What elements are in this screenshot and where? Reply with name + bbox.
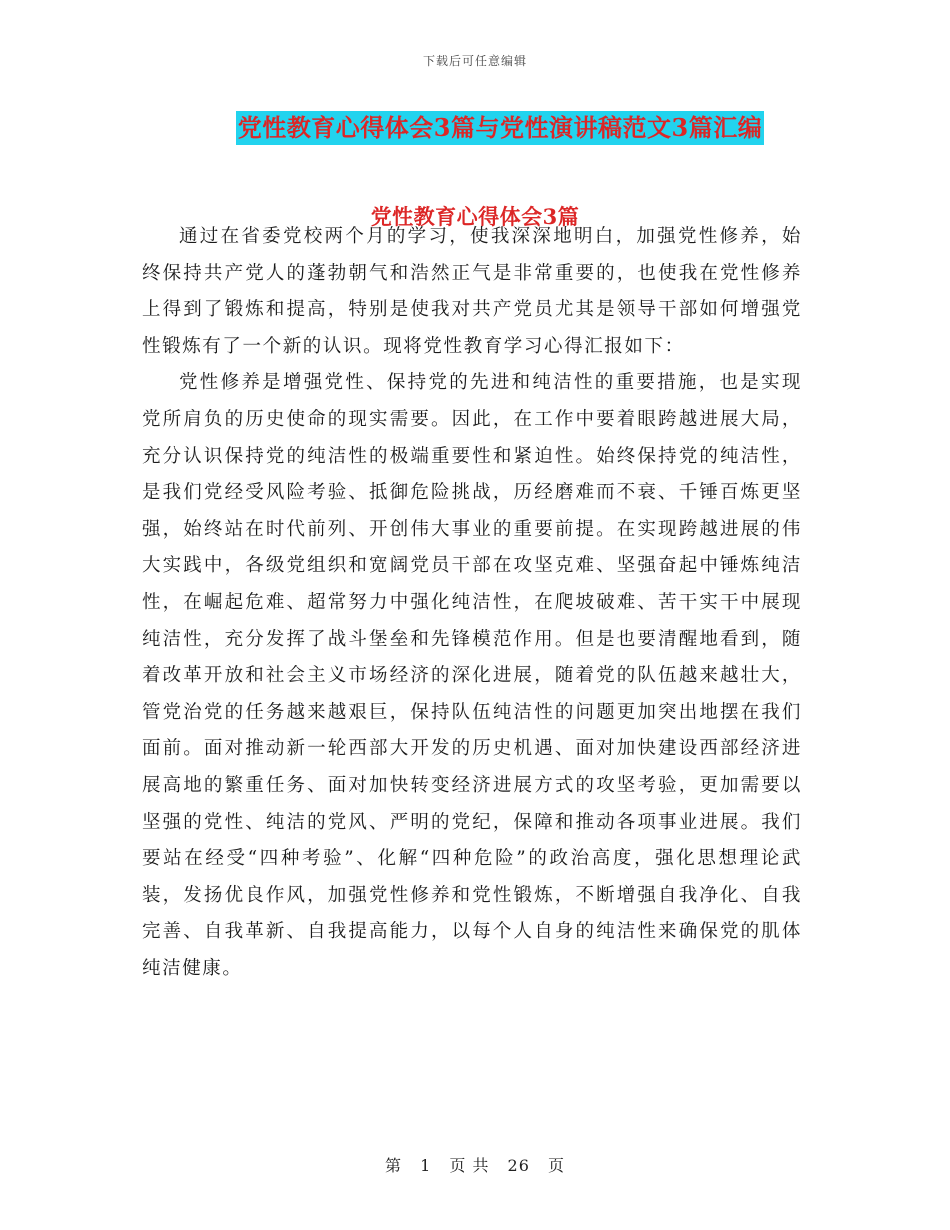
paragraph-1: 通过在省委党校两个月的学习，使我深深地明白，加强党性修养，始终保持共产党人的蓬勃朝气和浩然正气是非常重要的，也使我在党性修养上得到了锻炼和提高，特别是使我对共产党员尤其是领导干部如何增强党性锻炼有了一个新的认识。现将党性教育学习心得汇报如下： [142,226,802,357]
paragraph-2: 党性修养是增强党性、保持党的先进和纯洁性的重要措施，也是实现党所肩负的历史使命的现实需要。因此，在工作中要着眼跨越进展大局，充分认识保持党的纯洁性的极端重要性和紧迫性。始终保持党的纯洁性，是我们党经受风险考验、抵御危险挑战，历经磨难而不衰、千锤百炼更坚强，始终站在时代前列、开创伟大事业的重要前提。在实现跨越进展的伟大实践中，各级党组织和宽阔党员干部在攻坚克难、坚强奋起中锤炼纯洁性，在崛起危难、超常努力中强化纯洁性，在爬坡破难、苦干实干中展现纯洁性，充分发挥了战斗堡垒和先锋模范作用。但是也要清醒地看到，随着改革开放和社会主义市场经济的深化进展，随着党的队伍越来越壮大，管党治党的任务越来越艰巨，保持队伍纯洁性的问题更加突出地摆在我们面前。面对推动新一轮西部大开发的历史机遇、面对加快建设西部经济进展高地的繁重任务、面对加快转变经济进展方式的攻坚考验，更加需要以坚强的党性、纯洁的党风、严明的党纪，保障和推动各项事业进展。我们要站在经受“四种考验”、化解“四种危险”的政治高度，强化思想理论武装，发扬优良作风，加强党性修养和党性锻炼，不断增强自我净化、自我完善、自我革新、自我提高能力，以每个人自身的纯洁性来确保党的肌体纯洁健康。 [142,372,802,979]
footer-prefix: 第 [384,1156,402,1175]
footer-suffix: 页 [548,1156,566,1175]
footer-page-number: 1 [420,1156,432,1175]
section-title: 党性教育心得体会3篇 [370,204,580,229]
page-footer [0,1153,950,1176]
header-note: 下载后可任意编辑 [422,54,527,68]
main-title: 党性教育心得体会3篇与党性演讲稿范文3篇汇编 [236,111,764,145]
main-title-wrap [0,111,950,145]
footer-mid: 页 共 [449,1156,490,1175]
body-text [142,219,802,987]
footer-total-pages: 26 [507,1156,530,1175]
